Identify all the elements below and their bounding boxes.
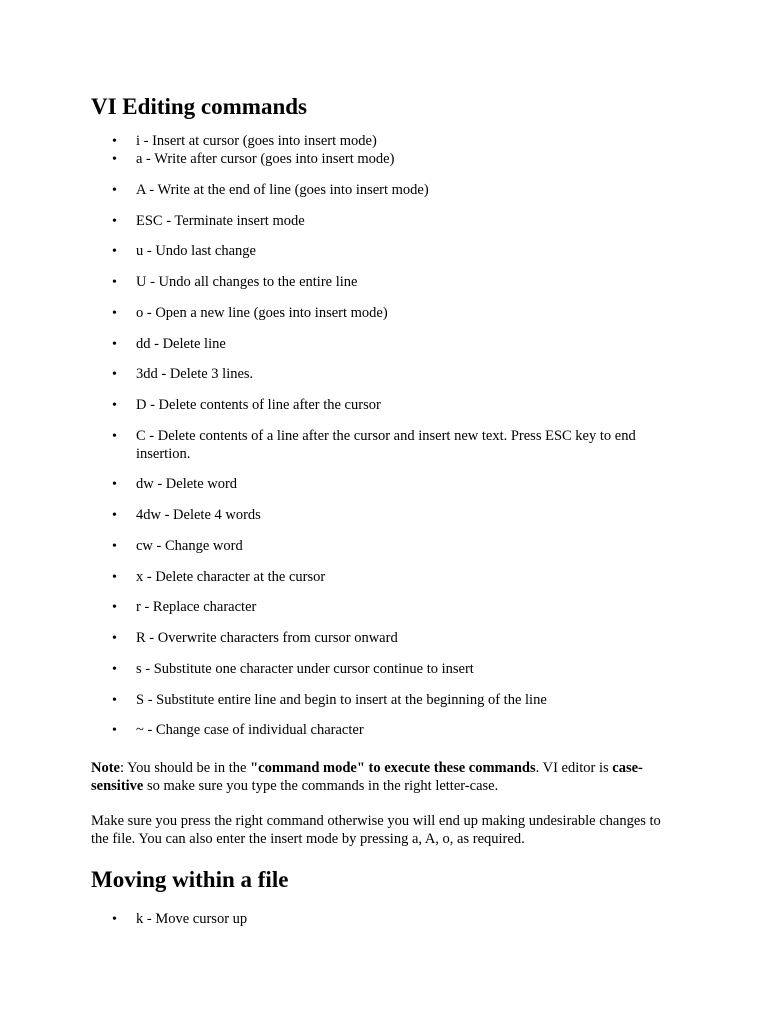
list-item xyxy=(112,243,672,261)
list-item xyxy=(112,182,672,200)
note-text-3: so make sure you type the commands in the right letter-case. xyxy=(143,777,499,794)
heading-vi-editing-commands: VI Editing commands xyxy=(91,94,307,119)
bullet-icon: • xyxy=(112,398,117,413)
bullet-icon: • xyxy=(112,723,117,738)
list-item xyxy=(112,507,672,525)
list-item xyxy=(112,133,672,151)
list-item xyxy=(112,151,672,169)
list-item xyxy=(112,305,672,323)
bullet-icon: • xyxy=(112,214,117,229)
list-item-text: s - Substitute one character under cursor continue to insert xyxy=(136,661,474,677)
bullet-icon: • xyxy=(112,134,117,149)
list-item-text: S - Substitute entire line and begin to insert at the beginning of the line xyxy=(136,692,547,708)
list-item-text: 4dw - Delete 4 words xyxy=(136,507,261,523)
note-bold-command-mode: "command mode" to execute these commands xyxy=(250,760,536,776)
note-text-1: : You should be in the xyxy=(120,760,251,776)
bullet-icon: • xyxy=(112,244,117,259)
list-item xyxy=(112,599,672,617)
bullet-icon: • xyxy=(112,662,117,677)
note-bold-case-sensitive: case-sensitive xyxy=(91,760,643,794)
insert-mode-paragraph: Make sure you press the right command otherwise you will end up making undesirable changes to the file. You can also enter the insert mode by pressing a, A, o, as required. xyxy=(91,813,661,847)
bullet-icon: • xyxy=(112,477,117,492)
list-item-text: o - Open a new line (goes into insert mode) xyxy=(136,305,388,321)
list-item-text: cw - Change word xyxy=(136,538,243,554)
list-item-text: ESC - Terminate insert mode xyxy=(136,213,305,229)
list-item xyxy=(112,366,672,384)
list-item-text: C - Delete contents of a line after the cursor and insert new text. Press ESC key to end insertion. xyxy=(136,428,636,462)
note-label: Note xyxy=(91,760,120,776)
list-item xyxy=(112,630,672,648)
bullet-icon: • xyxy=(112,631,117,646)
bullet-icon: • xyxy=(112,570,117,585)
bullet-icon: • xyxy=(112,367,117,382)
list-item-text: ~ - Change case of individual character xyxy=(136,722,364,738)
list-item-text: 3dd - Delete 3 lines. xyxy=(136,366,254,382)
list-item-text: u - Undo last change xyxy=(136,243,256,259)
list-item-text: r - Replace character xyxy=(136,599,257,615)
list-item-text: D - Delete contents of line after the cursor xyxy=(136,397,381,413)
list-item xyxy=(112,722,672,740)
list-item xyxy=(112,661,672,679)
bullet-icon: • xyxy=(112,183,117,198)
bullet-icon: • xyxy=(112,508,117,523)
list-item-text: k - Move cursor up xyxy=(136,911,248,927)
list-item-text: U - Undo all changes to the entire line xyxy=(136,274,358,290)
list-item-text: dd - Delete line xyxy=(136,336,226,352)
bullet-icon: • xyxy=(112,306,117,321)
bullet-icon: • xyxy=(112,429,117,444)
bullet-icon: • xyxy=(112,539,117,554)
heading-moving-within-a-file: Moving within a file xyxy=(91,867,289,892)
list-item xyxy=(112,476,672,494)
list-item-text: x - Delete character at the cursor xyxy=(136,569,326,585)
bullet-icon: • xyxy=(112,693,117,708)
bullet-icon: • xyxy=(112,152,117,167)
list-item-text: a - Write after cursor (goes into insert mode) xyxy=(136,151,395,167)
bullet-icon: • xyxy=(112,275,117,290)
bullet-icon: • xyxy=(112,600,117,615)
note-text-2: . VI editor is xyxy=(535,760,613,776)
list-item-text: dw - Delete word xyxy=(136,476,238,492)
list-item-text: A - Write at the end of line (goes into insert mode) xyxy=(136,182,429,198)
list-item xyxy=(112,336,672,354)
list-item xyxy=(112,428,672,463)
list-item xyxy=(112,692,672,710)
list-item xyxy=(112,397,672,415)
list-item xyxy=(112,569,672,587)
list-item-text: R - Overwrite characters from cursor onward xyxy=(136,630,398,646)
note-paragraph xyxy=(91,760,676,795)
list-item xyxy=(112,911,672,929)
list-item xyxy=(112,213,672,231)
list-item-text: i - Insert at cursor (goes into insert mode) xyxy=(136,133,377,149)
bullet-icon: • xyxy=(112,912,117,927)
list-item xyxy=(112,538,672,556)
list-item xyxy=(112,274,672,292)
bullet-icon: • xyxy=(112,337,117,352)
